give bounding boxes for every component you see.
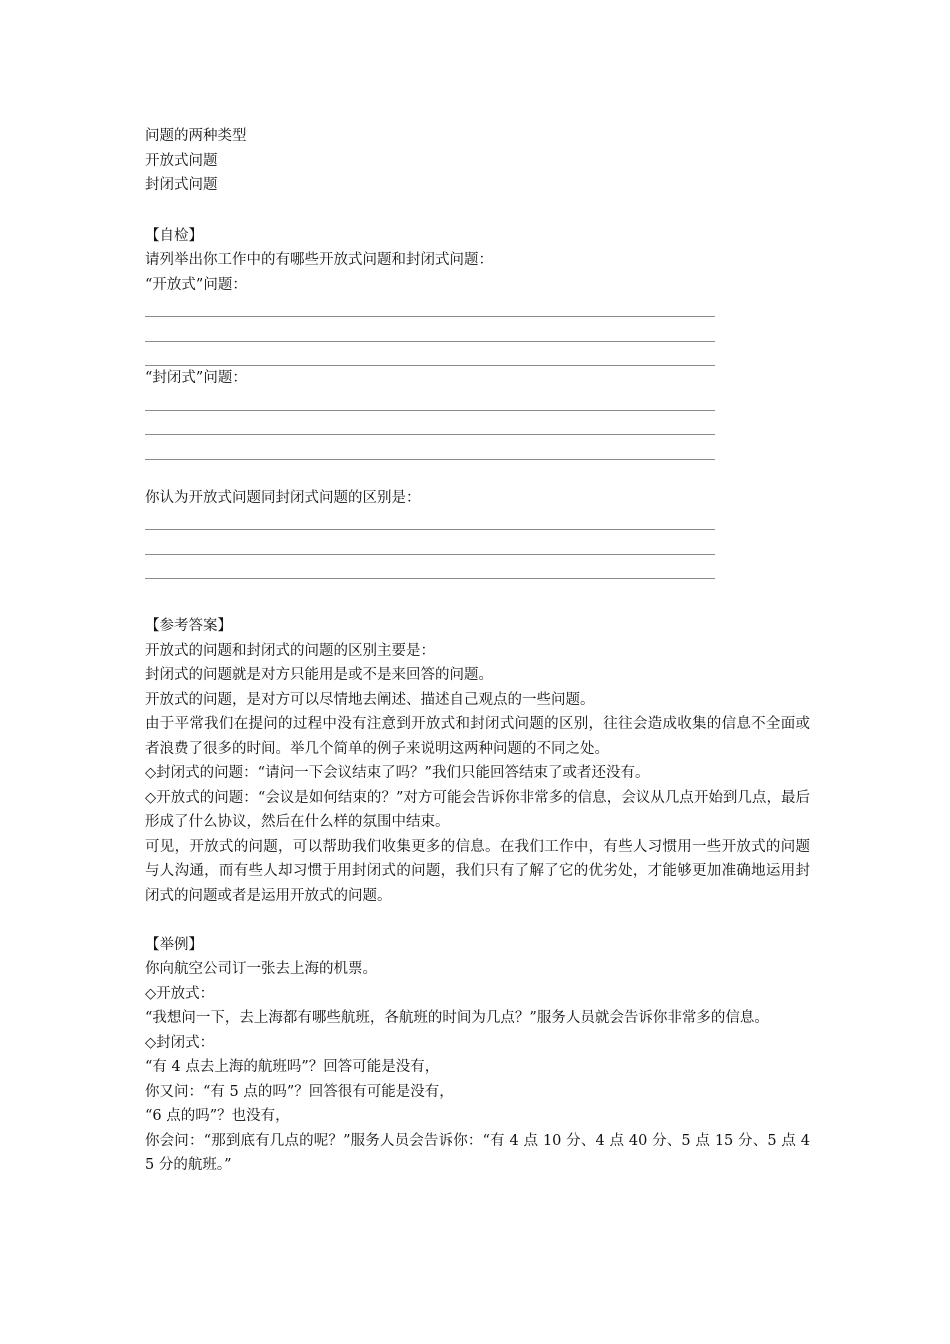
self-check-heading: 【自检】	[145, 227, 203, 244]
type-closed-label: 封闭式问题	[145, 177, 218, 193]
type-open-label: 开放式问题	[145, 152, 218, 169]
difference-prompt: 你认为开放式问题同封闭式问题的区别是：	[145, 489, 421, 506]
example-closed-label: ◇封闭式：	[145, 1034, 215, 1051]
example-closed-line-4: 你会问：“那到底有几点的呢？”服务人员会告诉你：“有 4 点 10 分、4 点 40 分、5 点 15 分、5 点 45 分的航班。”	[145, 1132, 810, 1173]
document-page	[145, 124, 810, 1178]
closed-questions-label: “封闭式”问题：	[145, 370, 247, 386]
difference-answer-line-1[interactable]	[145, 510, 715, 530]
reason-paragraph: 由于平常我们在提问的过程中没有注意到开放式和封闭式问题的区别，往往会造成收集的信息不全面或者浪费了很多的时间。举几个简单的例子来说明这两种问题的不同之处。	[145, 716, 810, 757]
difference-answer-line-2[interactable]	[145, 530, 715, 555]
open-answer-line-3[interactable]	[145, 342, 715, 367]
example-closed-line-2: 你又问：“有 5 点的吗”？回答很有可能是没有，	[145, 1083, 454, 1100]
difference-answer-line-3[interactable]	[145, 555, 715, 580]
open-answer-line-2[interactable]	[145, 317, 715, 342]
example-open-label: ◇开放式：	[145, 985, 215, 1002]
conclusion-paragraph: 可见，开放式的问题，可以帮助我们收集更多的信息。在我们工作中，有些人习惯用一些开放式的问题与人沟通，而有些人却习惯于用封闭式的问题，我们只有了解了它的优劣处，才能够更加准确地运用封闭式的问题或者是运用开放式的问题。	[145, 838, 810, 904]
closed-answer-line-3[interactable]	[145, 435, 715, 460]
example-heading: 【举例】	[145, 936, 203, 953]
example-closed-line-3: “6 点的吗”？也没有，	[145, 1108, 290, 1124]
example-scenario: 你向航空公司订一张去上海的机票。	[145, 961, 377, 977]
reference-intro: 开放式的问题和封闭式的问题的区别主要是：	[145, 642, 435, 659]
reference-heading: 【参考答案】	[145, 618, 232, 634]
closed-answer-line-2[interactable]	[145, 411, 715, 436]
example-open-text: “我想问一下，去上海都有哪些航班，各航班的时间为几点？”服务人员就会告诉你非常多的信息。	[145, 1010, 769, 1026]
self-check-prompt: 请列举出你工作中的有哪些开放式问题和封闭式问题：	[145, 252, 493, 268]
closed-answer-line-1[interactable]	[145, 391, 715, 411]
open-definition: 开放式的问题，是对方可以尽情地去阐述、描述自己观点的一些问题。	[145, 691, 595, 708]
open-questions-label: “开放式”问题：	[145, 276, 247, 293]
open-question-example: ◇开放式的问题：“会议是如何结束的？”对方可能会告诉你非常多的信息，会议从几点开始到几点，最后形成了什么协议，然后在什么样的氛围中结束。	[145, 789, 810, 830]
doc-title: 问题的两种类型	[145, 128, 247, 144]
closed-definition: 封闭式的问题就是对方只能用是或不是来回答的问题。	[145, 667, 493, 683]
closed-question-example: ◇封闭式的问题：“请问一下会议结束了吗？”我们只能回答结束了或者还没有。	[145, 765, 650, 781]
example-closed-line-1: “有 4 点去上海的航班吗”？回答可能是没有，	[145, 1059, 440, 1075]
open-answer-line-1[interactable]	[145, 297, 715, 317]
